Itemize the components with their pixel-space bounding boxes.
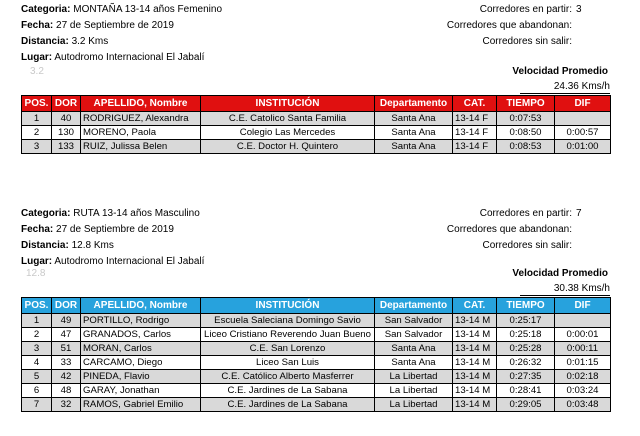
cell-nombre: MORAN, Carlos	[81, 342, 201, 356]
cell-depto: Santa Ana	[375, 112, 453, 126]
cell-institucion: Colegio Las Mercedes	[201, 126, 375, 140]
fecha-line: Fecha: 27 de Septiembre de 2019	[21, 20, 174, 31]
velocidad-label: Velocidad Promedio	[512, 268, 608, 279]
col-header: Departamento	[375, 298, 453, 314]
cell-institucion: C.E. Católico Alberto Masferrer	[201, 370, 375, 384]
cell-dor: 32	[52, 398, 81, 412]
categoria-value: MONTAÑA 13-14 años Femenino	[73, 4, 223, 15]
col-header: INSTITUCIÓN	[201, 96, 375, 112]
cell-depto: Santa Ana	[375, 342, 453, 356]
col-header: DOR	[52, 96, 81, 112]
col-header: POS.	[22, 298, 52, 314]
col-header: APELLIDO, Nombre	[81, 96, 201, 112]
lugar-line: Lugar: Autodromo Internacional El Jabalí	[21, 256, 205, 267]
col-header: DIF	[555, 298, 611, 314]
cell-nombre: RUIZ, Julissa Belen	[81, 140, 201, 154]
cell-nombre: PORTILLO, Rodrigo	[81, 314, 201, 328]
cell-cat: 13-14 M	[453, 328, 497, 342]
cell-dor: 33	[52, 356, 81, 370]
cell-dor: 49	[52, 314, 81, 328]
fecha-value: 27 de Septiembre de 2019	[56, 224, 174, 235]
distancia-value: 3.2 Kms	[71, 36, 109, 47]
cell-cat: 13-14 M	[453, 370, 497, 384]
cell-pos: 3	[22, 140, 52, 154]
cell-dor: 48	[52, 384, 81, 398]
fecha-line: Fecha: 27 de Septiembre de 2019	[21, 224, 174, 235]
col-header: TIEMPO	[497, 298, 555, 314]
table-row	[22, 398, 611, 412]
lugar-line: Lugar: Autodromo Internacional El Jabalí	[21, 52, 205, 63]
cell-depto: San Salvador	[375, 314, 453, 328]
categoria-value: RUTA 13-14 años Masculino	[73, 208, 200, 219]
cell-dif: 0:01:15	[555, 356, 611, 370]
cell-pos: 2	[22, 328, 52, 342]
cell-depto: Santa Ana	[375, 140, 453, 154]
runners-block	[360, 208, 590, 256]
cell-dor: 42	[52, 370, 81, 384]
table-row	[22, 328, 611, 342]
cell-institucion: Liceo San Luis	[201, 356, 375, 370]
cell-tiempo: 0:29:05	[497, 398, 555, 412]
cell-pos: 1	[22, 314, 52, 328]
distancia-value: 12.8 Kms	[71, 240, 114, 251]
velocidad-value: 30.38 Kms/h	[553, 283, 610, 294]
cell-dif: 0:03:48	[555, 398, 611, 412]
cell-dif: 0:00:01	[555, 328, 611, 342]
cell-cat: 13-14 M	[453, 342, 497, 356]
cell-dor: 47	[52, 328, 81, 342]
cell-institucion: Escuela Saleciana Domingo Savio	[201, 314, 375, 328]
cell-tiempo: 0:27:35	[497, 370, 555, 384]
cell-institucion: C.E. Jardines de La Sabana	[201, 384, 375, 398]
table-row	[22, 370, 611, 384]
col-header: Departamento	[375, 96, 453, 112]
cell-nombre: GARAY, Jonathan	[81, 384, 201, 398]
cell-depto: Santa Ana	[375, 126, 453, 140]
col-header: POS.	[22, 96, 52, 112]
cell-institucion: C.E. San Lorenzo	[201, 342, 375, 356]
corredores-partir-label: Corredores en partir:	[479, 4, 572, 15]
cell-nombre: RODRIGUEZ, Alexandra	[81, 112, 201, 126]
cell-cat: 13-14 F	[453, 126, 497, 140]
lugar-value: Autodromo Internacional El Jabalí	[54, 52, 205, 63]
cell-tiempo: 0:28:41	[497, 384, 555, 398]
abandonan-label: Corredores que abandonan:	[446, 224, 572, 235]
cell-cat: 13-14 F	[453, 112, 497, 126]
table-row	[22, 126, 611, 140]
categoria-line: Categoria: RUTA 13-14 años Masculino	[21, 208, 200, 219]
cell-tiempo: 0:25:28	[497, 342, 555, 356]
cell-pos: 6	[22, 384, 52, 398]
results-table	[21, 297, 611, 412]
runners-block	[360, 4, 590, 52]
cell-depto: San Salvador	[375, 328, 453, 342]
cell-cat: 13-14 M	[453, 384, 497, 398]
cell-nombre: CARCAMO, Diego	[81, 356, 201, 370]
cell-nombre: RAMOS, Gabriel Emilio	[81, 398, 201, 412]
cell-dor: 40	[52, 112, 81, 126]
col-header: APELLIDO, Nombre	[81, 298, 201, 314]
cell-pos: 3	[22, 342, 52, 356]
ghost-distance: 3.2	[30, 66, 44, 77]
cell-tiempo: 0:08:53	[497, 140, 555, 154]
sin-salir-label: Corredores sin salir:	[482, 36, 572, 47]
table-header-row	[22, 298, 611, 314]
corredores-partir-label: Corredores en partir:	[479, 208, 572, 219]
col-header: CAT.	[453, 96, 497, 112]
velocidad-label: Velocidad Promedio	[512, 66, 608, 77]
cell-dif	[555, 112, 611, 126]
cell-dor: 51	[52, 342, 81, 356]
table-row	[22, 384, 611, 398]
col-header: TIEMPO	[497, 96, 555, 112]
ghost-distance: 12.8	[26, 268, 46, 279]
cell-tiempo: 0:08:50	[497, 126, 555, 140]
cell-tiempo: 0:26:32	[497, 356, 555, 370]
cell-pos: 2	[22, 126, 52, 140]
cell-pos: 4	[22, 356, 52, 370]
table-header-row	[22, 96, 611, 112]
cell-dif: 0:02:18	[555, 370, 611, 384]
distancia-line: Distancia: 3.2 Kms	[21, 36, 109, 47]
cell-dor: 130	[52, 126, 81, 140]
abandonan-label: Corredores que abandonan:	[446, 20, 572, 31]
col-header: INSTITUCIÓN	[201, 298, 375, 314]
sin-salir-label: Corredores sin salir:	[482, 240, 572, 251]
cell-dif: 0:00:57	[555, 126, 611, 140]
cell-institucion: C.E. Jardines de La Sabana	[201, 398, 375, 412]
cell-dor: 133	[52, 140, 81, 154]
table-row	[22, 140, 611, 154]
velocidad-value: 24.36 Kms/h	[553, 81, 610, 92]
cell-cat: 13-14 M	[453, 356, 497, 370]
table-row	[22, 356, 611, 370]
velocidad-underline	[520, 295, 610, 296]
cell-institucion: C.E. Doctor H. Quintero	[201, 140, 375, 154]
cell-nombre: GRANADOS, Carlos	[81, 328, 201, 342]
cell-depto: La Libertad	[375, 384, 453, 398]
cell-cat: 13-14 M	[453, 314, 497, 328]
cell-institucion: C.E. Catolico Santa Familia	[201, 112, 375, 126]
col-header: DIF	[555, 96, 611, 112]
table-row	[22, 342, 611, 356]
col-header: CAT.	[453, 298, 497, 314]
cell-dif: 0:01:00	[555, 140, 611, 154]
cell-pos: 1	[22, 112, 52, 126]
cell-institucion: Liceo Cristiano Reverendo Juan Bueno	[201, 328, 375, 342]
cell-tiempo: 0:25:17	[497, 314, 555, 328]
cell-tiempo: 0:07:53	[497, 112, 555, 126]
cell-cat: 13-14 F	[453, 140, 497, 154]
cell-tiempo: 0:25:18	[497, 328, 555, 342]
table-row	[22, 314, 611, 328]
cell-depto: La Libertad	[375, 370, 453, 384]
corredores-partir-value: 7	[576, 208, 582, 219]
velocidad-underline	[520, 93, 610, 94]
lugar-value: Autodromo Internacional El Jabalí	[54, 256, 205, 267]
cell-dif: 0:03:24	[555, 384, 611, 398]
categoria-line: Categoria: MONTAÑA 13-14 años Femenino	[21, 4, 223, 15]
fecha-value: 27 de Septiembre de 2019	[56, 20, 174, 31]
cell-pos: 5	[22, 370, 52, 384]
cell-depto: La Libertad	[375, 398, 453, 412]
cell-dif: 0:00:11	[555, 342, 611, 356]
table-row	[22, 112, 611, 126]
cell-dif	[555, 314, 611, 328]
corredores-partir-value: 3	[576, 4, 582, 15]
cell-nombre: PINEDA, Flavio	[81, 370, 201, 384]
results-table	[21, 95, 611, 154]
cell-pos: 7	[22, 398, 52, 412]
cell-nombre: MORENO, Paola	[81, 126, 201, 140]
cell-depto: Santa Ana	[375, 356, 453, 370]
col-header: DOR	[52, 298, 81, 314]
distancia-line: Distancia: 12.8 Kms	[21, 240, 114, 251]
cell-cat: 13-14 M	[453, 398, 497, 412]
